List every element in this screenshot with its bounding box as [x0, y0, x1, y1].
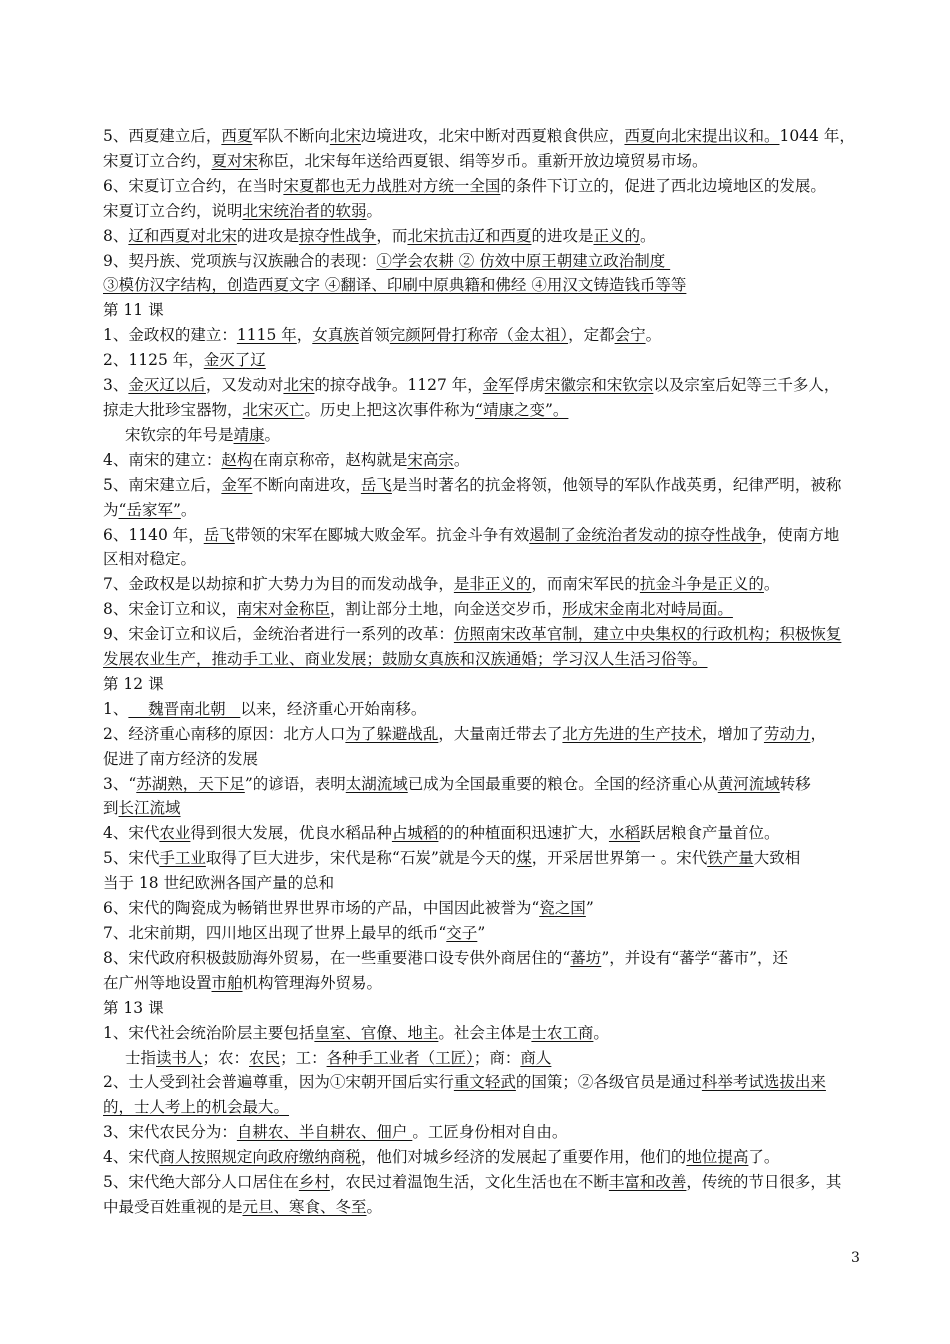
text-segment: 第 11 课 [103, 301, 164, 320]
text-line [103, 224, 863, 249]
underlined-answer: 女真族 [312, 326, 359, 345]
text-line [103, 348, 863, 373]
text-segment: 。 [593, 1023, 609, 1042]
text-segment: 宋钦宗的年号是 [125, 425, 234, 444]
underlined-answer: 仿照南宋改革官制，建立中央集权的行政机构；积极恢复 [453, 625, 842, 644]
text-segment: 3、 [103, 376, 129, 395]
underlined-answer: 太湖流域 [345, 774, 408, 793]
text-segment: 在南京称帝，赵构就是 [252, 450, 408, 469]
text-segment: 6、宋代的陶瓷成为畅销世界世界市场的产品，中国因此被誉为“ [103, 899, 540, 918]
text-segment: 掠走大批珍宝器物， [103, 400, 243, 419]
underlined-answer: 长江流域 [118, 799, 181, 818]
text-segment: 2、经济重心南移的原因：北方人口 [103, 724, 346, 743]
underlined-answer: 士农工商 [531, 1023, 594, 1042]
text-segment: 转移 [779, 774, 811, 793]
text-segment: 。 [180, 500, 197, 519]
underlined-answer: 苏湖熟，天下足 [136, 774, 245, 793]
text-line [103, 747, 863, 772]
underlined-answer: 煤 [516, 849, 532, 868]
text-segment: 的进攻是 [236, 226, 299, 245]
text-segment: 以来，经济重心开始南移。 [240, 699, 427, 718]
text-line [103, 547, 863, 572]
text-segment: 2、1125 年， [103, 351, 204, 370]
text-segment: 到 [103, 799, 119, 818]
underlined-answer: 为了躲避战乱 [345, 724, 439, 743]
text-segment: 4、南宋的建立： [103, 450, 222, 469]
underlined-answer: 商人 [520, 1048, 552, 1067]
underlined-answer: 魏晋南北朝 [128, 699, 241, 718]
text-line [103, 149, 863, 174]
underlined-answer: 北宋抗击辽和西夏 [407, 226, 532, 245]
underlined-answer: 丰富和改善 [608, 1173, 687, 1192]
underlined-answer: 各种手工业者（工匠） [326, 1048, 474, 1067]
text-segment: 。 [366, 201, 383, 220]
text-segment: ，他们对城乡经济的发展起了重要作用，他们的 [360, 1148, 687, 1167]
text-line [103, 373, 863, 398]
text-segment: 7、金政权是以劫掠和扩大势力为目的而发动战争， [103, 575, 454, 594]
underlined-answer: 农民 [249, 1048, 281, 1067]
underlined-answer: 遏制了金统治者发动的掠夺性战争 [529, 525, 762, 544]
underlined-answer: 皇室、官僚、地主 [314, 1023, 439, 1042]
text-segment: ” [477, 924, 486, 942]
text-segment: 的国策；②各级官员是通过 [515, 1073, 702, 1092]
text-line [103, 772, 863, 797]
underlined-answer: 抗金斗争是正义的 [639, 575, 764, 594]
text-line [103, 398, 863, 423]
text-segment: 6、1140 年， [103, 525, 204, 544]
underlined-answer: 金灭辽以后 [128, 376, 206, 395]
text-segment: 8、 [103, 226, 129, 245]
text-segment: ；工： [280, 1048, 327, 1067]
text-line [103, 124, 863, 149]
text-segment: ；商： [473, 1048, 521, 1067]
text-line [103, 473, 863, 498]
text-line [103, 1145, 863, 1170]
text-line [103, 273, 863, 298]
text-segment: 宋夏订立合约，说明 [103, 201, 243, 220]
underlined-answer: 辽和西夏对北宋 [128, 226, 237, 245]
text-segment: ， [810, 724, 826, 743]
text-line [103, 174, 863, 199]
page-number: 3 [851, 1250, 860, 1266]
underlined-answer: ③模仿汉字结构，创造西夏文字 ④翻译、印刷中原典籍和佛经 ④用汉文铸造钱币等等 [103, 276, 687, 295]
text-segment: 。 [264, 425, 281, 444]
text-segment: 。 [639, 226, 656, 245]
underlined-answer: 金灭了辽 [203, 351, 266, 370]
text-segment: ，定都 [568, 326, 615, 345]
underlined-answer: 宋徽宗和宋钦宗 [544, 376, 654, 395]
underlined-answer: 是非正义的 [453, 575, 532, 594]
text-segment: 区相对稳定。 [103, 550, 197, 569]
text-segment: 跃居粮食产量首位。 [639, 824, 780, 843]
text-segment: 不断向南进攻， [252, 475, 361, 494]
text-line [103, 423, 863, 448]
underlined-answer: 北宋统治者的软弱 [242, 201, 367, 220]
underlined-answer: 正义的 [593, 226, 640, 245]
text-segment: 机构管理海外贸易。 [242, 973, 383, 992]
text-segment: 当于 18 世纪欧洲各国产量的总和 [103, 874, 335, 893]
underlined-answer: 的，士人考上的机会最大。 [103, 1098, 290, 1117]
underlined-answer: 金军 [482, 376, 514, 395]
text-segment: 取得了巨大进步，宋代是称“石炭”就是今天的 [205, 849, 517, 868]
text-segment: 8、宋代政府积极鼓励海外贸易，在一些重要港口设专供外商居住的“ [103, 948, 571, 967]
text-line [103, 846, 863, 871]
underlined-answer: 手工业 [159, 849, 206, 868]
underlined-answer: “靖康之变”。 [475, 400, 569, 419]
underlined-answer: 南宋对金称臣 [236, 600, 330, 619]
text-segment: 俘虏 [513, 376, 545, 395]
text-line [103, 722, 863, 747]
text-segment: 1、宋代社会统治阶层主要包括 [103, 1023, 315, 1042]
underlined-answer: 地位提高 [686, 1148, 749, 1167]
text-segment: 。 [645, 326, 662, 345]
underlined-answer: 黄河流域 [717, 774, 780, 793]
text-segment: 9、契丹族、党项族与汉族融合的表现： [103, 251, 377, 270]
text-segment: ，传统的节日很多，其 [686, 1173, 842, 1192]
text-segment: 大致相 [753, 849, 801, 868]
text-segment: 3、宋代农民分为： [103, 1123, 237, 1142]
underlined-answer: 交子 [446, 924, 478, 942]
text-line [103, 971, 863, 996]
text-line [103, 647, 863, 672]
text-segment: ，割让部分土地，向金送交岁币， [329, 600, 563, 619]
text-line [103, 1021, 863, 1046]
text-segment: ；农： [202, 1048, 250, 1067]
text-segment: 。社会主体是 [438, 1023, 532, 1042]
text-line [103, 1195, 863, 1220]
text-segment: 了。 [748, 1148, 780, 1167]
text-segment: 称臣，北宋每年送给西夏银、绢等岁币。重新开放边境贸易市场。 [258, 151, 708, 170]
underlined-answer: 科举考试选拔出来 [701, 1073, 826, 1092]
text-segment: 1044 年， [779, 127, 855, 145]
underlined-answer: 北宋灭亡 [242, 400, 305, 419]
underlined-answer: 赵构 [221, 450, 253, 469]
text-segment: 4、宋代 [103, 824, 160, 843]
text-segment: 。 [763, 575, 780, 594]
text-segment: ，又发动对 [205, 376, 284, 395]
text-line [103, 323, 863, 348]
underlined-answer: 北宋 [283, 376, 315, 395]
text-segment: 。 [453, 450, 470, 469]
underlined-answer: 乡村 [298, 1173, 330, 1192]
document-body [103, 124, 863, 1220]
underlined-answer: 铁产量 [707, 849, 754, 868]
text-line [103, 921, 863, 946]
text-segment: 的条件下订立的，促进了西北边境地区的发展。 [500, 176, 826, 195]
underlined-answer: 自耕农、半自耕农、佃户 [236, 1123, 413, 1142]
text-segment: ，而南宋军民的 [531, 575, 640, 594]
underlined-answer: ①学会农耕 ② 仿效中原王朝建立政治制度 [376, 251, 671, 270]
underlined-answer: 西夏向北宋提出议和。 [624, 127, 780, 145]
text-line [103, 622, 863, 647]
underlined-answer: 发展农业生产，推动手工业、商业发展；鼓励女真族和汉族通婚；学习汉人生活习俗等。 [103, 650, 708, 669]
text-segment: ，增加了 [701, 724, 764, 743]
text-segment: 1、金政权的建立： [103, 326, 237, 345]
text-line [103, 672, 863, 697]
text-segment: 7、北宋前期，四川地区出现了世界上最早的纸币“ [103, 924, 447, 942]
text-line [103, 523, 863, 548]
text-line [103, 946, 863, 971]
text-segment: 已成为全国最重要的粮仓。全国的经济重心从 [407, 774, 718, 793]
underlined-answer: 岳飞 [203, 525, 235, 544]
underlined-answer: 1115 年 [236, 326, 297, 345]
underlined-answer: 西夏 [221, 127, 253, 145]
underlined-answer: 占城稻 [391, 824, 439, 843]
text-line [103, 249, 863, 274]
text-segment: 士指 [125, 1048, 157, 1067]
text-segment: ，开采居世界第一 。宋代 [531, 849, 708, 868]
text-segment: 5、宋代 [103, 849, 160, 868]
text-segment: ， [296, 326, 313, 345]
underlined-answer: 蕃坊 [570, 948, 602, 967]
underlined-answer: 夏对宋 [211, 151, 259, 170]
text-segment: 的的种植面积迅速扩大， [438, 824, 609, 843]
text-segment: 的掠夺战争。1127 年， [314, 376, 483, 395]
underlined-answer: 会宁 [614, 326, 646, 345]
underlined-answer: 北方先进的生产技术 [562, 724, 702, 743]
underlined-answer: 北宋 [329, 127, 361, 145]
text-segment: 军队不断向 [252, 127, 330, 145]
text-segment: 的进攻是 [531, 226, 594, 245]
text-segment: ，而 [376, 226, 408, 245]
text-segment: 促进了南方经济的发展 [103, 749, 259, 768]
text-line [103, 871, 863, 896]
text-line [103, 697, 863, 722]
text-segment: ”，并设有“蕃学“蕃市”，还 [601, 948, 789, 967]
text-segment: 。历史上把这次事件称为 [304, 400, 476, 419]
text-line [103, 1046, 863, 1071]
underlined-answer: 农业 [159, 824, 191, 843]
text-segment: 边境进攻，北宋中断对西夏粮食供应， [360, 127, 625, 145]
underlined-answer: 岳飞 [360, 475, 392, 494]
text-segment: 在广州等地设置 [103, 973, 212, 992]
underlined-answer: 瓷之国 [539, 899, 586, 918]
text-segment: 5、南宋建立后， [103, 475, 222, 494]
text-line [103, 448, 863, 473]
text-line [103, 896, 863, 921]
underlined-answer: 重文轻武 [453, 1073, 516, 1092]
text-segment: 得到很大发展，优良水稻品种 [190, 824, 392, 843]
text-line [103, 572, 863, 597]
text-segment: 第 12 课 [103, 674, 164, 693]
text-segment: ”的谚语，表明 [244, 774, 346, 793]
underlined-answer: 水稻 [608, 824, 640, 843]
text-segment: 6、宋夏订立合约，在当时 [103, 176, 284, 195]
underlined-answer: “岳家军” [118, 500, 181, 519]
text-segment: 宋夏订立合约， [103, 151, 212, 170]
text-segment: 5、西夏建立后， [103, 127, 222, 145]
underlined-answer: 形成宋金南北对峙局面。 [562, 600, 733, 619]
underlined-answer: 完颜阿骨打称帝（金太祖） [389, 326, 569, 345]
underlined-answer: 市舶 [211, 973, 243, 992]
text-line [103, 1120, 863, 1145]
text-segment: ，大量南迁带去了 [438, 724, 563, 743]
underlined-answer: 宋高宗 [407, 450, 454, 469]
underlined-answer: 元旦、寒食、冬至 [242, 1197, 367, 1216]
underlined-answer: 掠夺性战争 [298, 226, 377, 245]
text-line [103, 597, 863, 622]
text-segment: ” [585, 899, 594, 918]
text-segment: 第 13 课 [103, 998, 164, 1017]
text-line [103, 1170, 863, 1195]
text-line [103, 996, 863, 1021]
underlined-answer: 宋夏都也无力战胜对方统一全国 [283, 176, 501, 195]
text-segment: ，农民过着温饱生活，文化生活也在不断 [329, 1173, 609, 1192]
text-segment: 8、宋金订立和议， [103, 600, 237, 619]
text-line [103, 796, 863, 821]
text-segment: 是当时著名的抗金将领，他领导的军队作战英勇，纪律严明，被称 [391, 475, 842, 494]
text-line [103, 1070, 863, 1095]
text-segment: 5、宋代绝大部分人口居住在 [103, 1173, 299, 1192]
text-segment: 。 [366, 1197, 383, 1216]
text-segment: 以及宗室后妃等三千多人， [653, 376, 840, 395]
text-segment: 4、宋代 [103, 1148, 160, 1167]
text-segment: 带领的宋军在郾城大败金军。抗金斗争有效 [234, 525, 530, 544]
text-segment: 。工匠身份相对自由。 [412, 1123, 568, 1142]
underlined-answer: 读书人 [156, 1048, 203, 1067]
text-segment: 9、宋金订立和议后，金统治者进行一系列的改革： [103, 625, 454, 644]
text-line [103, 199, 863, 224]
text-segment: 1、 [103, 699, 129, 718]
text-segment: 3、“ [103, 774, 137, 793]
underlined-answer: 金军 [221, 475, 253, 494]
text-line [103, 1095, 863, 1120]
text-segment: 2、士人受到社会普遍尊重，因为①宋朝开国后实行 [103, 1073, 454, 1092]
text-segment: 首领 [358, 326, 390, 345]
underlined-answer: 商人按照规定向政府缴纳商税 [159, 1148, 361, 1167]
text-line [103, 498, 863, 523]
underlined-answer: 靖康 [233, 425, 265, 444]
text-segment: 中最受百姓重视的是 [103, 1197, 243, 1216]
text-segment: 为 [103, 500, 119, 519]
text-line [103, 298, 863, 323]
text-segment: ，使南方地 [761, 525, 840, 544]
text-line [103, 821, 863, 846]
underlined-answer: 劳动力 [763, 724, 811, 743]
